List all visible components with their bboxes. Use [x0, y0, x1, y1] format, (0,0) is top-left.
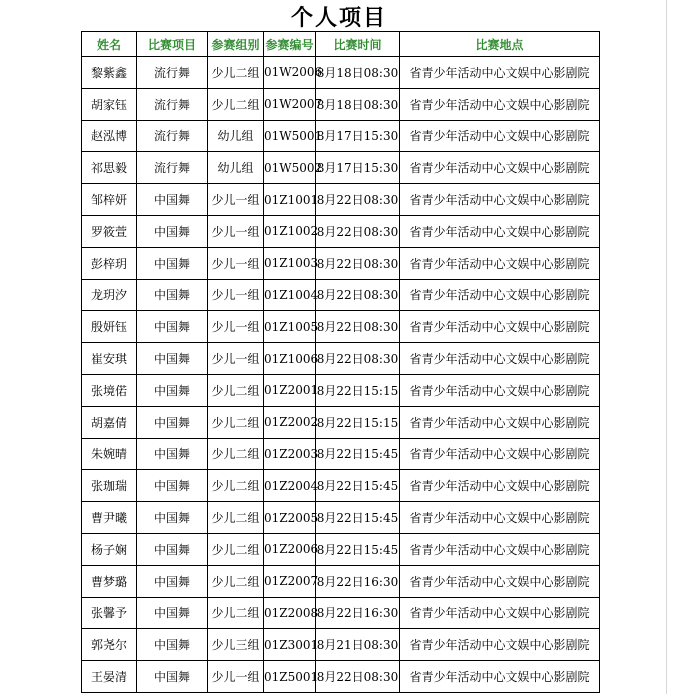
cell-event: 中国舞: [137, 565, 208, 597]
header-event: 比赛项目: [137, 32, 208, 57]
cell-code: 01Z3001: [264, 629, 316, 661]
cell-event: 中国舞: [137, 629, 208, 661]
cell-time: 8月21日08:30: [316, 629, 400, 661]
cell-event: 中国舞: [137, 470, 208, 502]
cell-code: 01W5001: [264, 120, 316, 152]
table-row: [82, 438, 600, 470]
cell-venue: 省青少年活动中心文娱中心影剧院: [400, 279, 600, 311]
cell-name: 杨子娴: [82, 533, 137, 565]
cell-event: 流行舞: [137, 88, 208, 120]
cell-group: 少儿一组: [208, 247, 264, 279]
table-row: [82, 279, 600, 311]
cell-code: 01W5002: [264, 152, 316, 184]
cell-group: 少儿二组: [208, 597, 264, 629]
cell-venue: 省青少年活动中心文娱中心影剧院: [400, 343, 600, 375]
cell-code: 01Z2007: [264, 565, 316, 597]
cell-venue: 省青少年活动中心文娱中心影剧院: [400, 184, 600, 216]
table-row: [82, 502, 600, 534]
table-row: [82, 565, 600, 597]
cell-name: 罗筱萱: [82, 215, 137, 247]
cell-time: 8月22日08:30: [316, 184, 400, 216]
cell-time: 8月22日16:30: [316, 597, 400, 629]
cell-group: 少儿二组: [208, 502, 264, 534]
cell-event: 流行舞: [137, 57, 208, 89]
cell-code: 01Z1002: [264, 215, 316, 247]
cell-group: 幼儿组: [208, 152, 264, 184]
cell-event: 中国舞: [137, 406, 208, 438]
cell-venue: 省青少年活动中心文娱中心影剧院: [400, 502, 600, 534]
cell-time: 8月22日15:45: [316, 438, 400, 470]
table-row: [82, 374, 600, 406]
table-row: [82, 88, 600, 120]
cell-time: 8月22日08:30: [316, 279, 400, 311]
cell-name: 朱婉晴: [82, 438, 137, 470]
cell-code: 01Z2006: [264, 533, 316, 565]
cell-event: 中国舞: [137, 279, 208, 311]
cell-name: 张珈瑞: [82, 470, 137, 502]
cell-group: 少儿二组: [208, 438, 264, 470]
cell-name: 胡家钰: [82, 88, 137, 120]
cell-time: 8月22日15:45: [316, 470, 400, 502]
cell-venue: 省青少年活动中心文娱中心影剧院: [400, 661, 600, 693]
cell-group: 少儿二组: [208, 565, 264, 597]
cell-code: 01Z2003: [264, 438, 316, 470]
cell-time: 8月18日08:30: [316, 88, 400, 120]
cell-name: 祁思毅: [82, 152, 137, 184]
table-row: [82, 215, 600, 247]
table-row: [82, 311, 600, 343]
cell-event: 中国舞: [137, 215, 208, 247]
cell-name: 黎紫鑫: [82, 57, 137, 89]
table-row: [82, 152, 600, 184]
cell-time: 8月17日15:30: [316, 152, 400, 184]
page-edge-rule: [666, 0, 667, 694]
table-body: [82, 57, 600, 693]
cell-time: 8月22日08:30: [316, 311, 400, 343]
table-row: [82, 629, 600, 661]
cell-code: 01W2007: [264, 88, 316, 120]
cell-code: 01Z1005: [264, 311, 316, 343]
schedule-table: [81, 31, 600, 693]
cell-time: 8月22日15:45: [316, 502, 400, 534]
table-row: [82, 406, 600, 438]
cell-event: 中国舞: [137, 184, 208, 216]
cell-code: 01Z2002: [264, 406, 316, 438]
cell-time: 8月22日08:30: [316, 215, 400, 247]
table-row: [82, 247, 600, 279]
page-title: 个人项目: [290, 5, 387, 31]
cell-venue: 省青少年活动中心文娱中心影剧院: [400, 247, 600, 279]
cell-venue: 省青少年活动中心文娱中心影剧院: [400, 533, 600, 565]
cell-event: 中国舞: [137, 533, 208, 565]
cell-venue: 省青少年活动中心文娱中心影剧院: [400, 88, 600, 120]
cell-group: 少儿二组: [208, 57, 264, 89]
cell-venue: 省青少年活动中心文娱中心影剧院: [400, 406, 600, 438]
table-row: [82, 184, 600, 216]
header-group: 参赛组别: [208, 32, 264, 57]
cell-name: 彭梓玥: [82, 247, 137, 279]
header-venue: 比赛地点: [400, 32, 600, 57]
cell-event: 中国舞: [137, 247, 208, 279]
cell-event: 中国舞: [137, 311, 208, 343]
cell-name: 张馨予: [82, 597, 137, 629]
header-time: 比赛时间: [316, 32, 400, 57]
table-row: [82, 120, 600, 152]
cell-event: 流行舞: [137, 120, 208, 152]
cell-name: 郭尧尔: [82, 629, 137, 661]
cell-event: 中国舞: [137, 597, 208, 629]
cell-event: 中国舞: [137, 502, 208, 534]
cell-group: 少儿二组: [208, 88, 264, 120]
cell-code: 01Z2005: [264, 502, 316, 534]
cell-code: 01Z5001: [264, 661, 316, 693]
cell-group: 少儿一组: [208, 184, 264, 216]
cell-name: 赵泓博: [82, 120, 137, 152]
cell-code: 01Z1004: [264, 279, 316, 311]
cell-event: 中国舞: [137, 438, 208, 470]
cell-name: 邹梓妍: [82, 184, 137, 216]
cell-event: 流行舞: [137, 152, 208, 184]
cell-code: 01W2006: [264, 57, 316, 89]
cell-name: 崔安琪: [82, 343, 137, 375]
cell-time: 8月22日16:30: [316, 565, 400, 597]
table-row: [82, 470, 600, 502]
header-row: [82, 32, 600, 57]
cell-venue: 省青少年活动中心文娱中心影剧院: [400, 438, 600, 470]
cell-group: 少儿一组: [208, 279, 264, 311]
table-row: [82, 343, 600, 375]
cell-group: 少儿二组: [208, 374, 264, 406]
cell-time: 8月22日15:45: [316, 533, 400, 565]
header-name: 姓名: [82, 32, 137, 57]
cell-venue: 省青少年活动中心文娱中心影剧院: [400, 470, 600, 502]
cell-group: 少儿二组: [208, 406, 264, 438]
cell-group: 幼儿组: [208, 120, 264, 152]
cell-venue: 省青少年活动中心文娱中心影剧院: [400, 57, 600, 89]
cell-name: 曹尹曦: [82, 502, 137, 534]
cell-time: 8月22日08:30: [316, 661, 400, 693]
cell-venue: 省青少年活动中心文娱中心影剧院: [400, 597, 600, 629]
cell-event: 中国舞: [137, 374, 208, 406]
cell-venue: 省青少年活动中心文娱中心影剧院: [400, 629, 600, 661]
cell-group: 少儿一组: [208, 661, 264, 693]
cell-name: 龙玥汐: [82, 279, 137, 311]
table-row: [82, 661, 600, 693]
cell-event: 中国舞: [137, 343, 208, 375]
cell-code: 01Z2008: [264, 597, 316, 629]
cell-name: 张境偌: [82, 374, 137, 406]
cell-venue: 省青少年活动中心文娱中心影剧院: [400, 311, 600, 343]
cell-time: 8月22日15:15: [316, 374, 400, 406]
cell-code: 01Z2001: [264, 374, 316, 406]
table-row: [82, 597, 600, 629]
cell-time: 8月22日08:30: [316, 343, 400, 375]
cell-venue: 省青少年活动中心文娱中心影剧院: [400, 120, 600, 152]
cell-venue: 省青少年活动中心文娱中心影剧院: [400, 152, 600, 184]
cell-code: 01Z1003: [264, 247, 316, 279]
cell-name: 殷妍钰: [82, 311, 137, 343]
cell-name: 王晏清: [82, 661, 137, 693]
cell-venue: 省青少年活动中心文娱中心影剧院: [400, 374, 600, 406]
cell-time: 8月17日15:30: [316, 120, 400, 152]
cell-event: 中国舞: [137, 661, 208, 693]
cell-code: 01Z1006: [264, 343, 316, 375]
cell-code: 01Z2004: [264, 470, 316, 502]
cell-group: 少儿一组: [208, 311, 264, 343]
cell-time: 8月18日08:30: [316, 57, 400, 89]
table-row: [82, 57, 600, 89]
cell-venue: 省青少年活动中心文娱中心影剧院: [400, 565, 600, 597]
cell-group: 少儿二组: [208, 533, 264, 565]
header-code: 参赛编号: [264, 32, 316, 57]
cell-time: 8月22日08:30: [316, 247, 400, 279]
cell-group: 少儿三组: [208, 629, 264, 661]
cell-group: 少儿二组: [208, 470, 264, 502]
cell-code: 01Z1001: [264, 184, 316, 216]
table-row: [82, 533, 600, 565]
cell-venue: 省青少年活动中心文娱中心影剧院: [400, 215, 600, 247]
cell-name: 曹梦璐: [82, 565, 137, 597]
cell-group: 少儿一组: [208, 215, 264, 247]
cell-group: 少儿一组: [208, 343, 264, 375]
cell-name: 胡嘉倩: [82, 406, 137, 438]
cell-time: 8月22日15:15: [316, 406, 400, 438]
